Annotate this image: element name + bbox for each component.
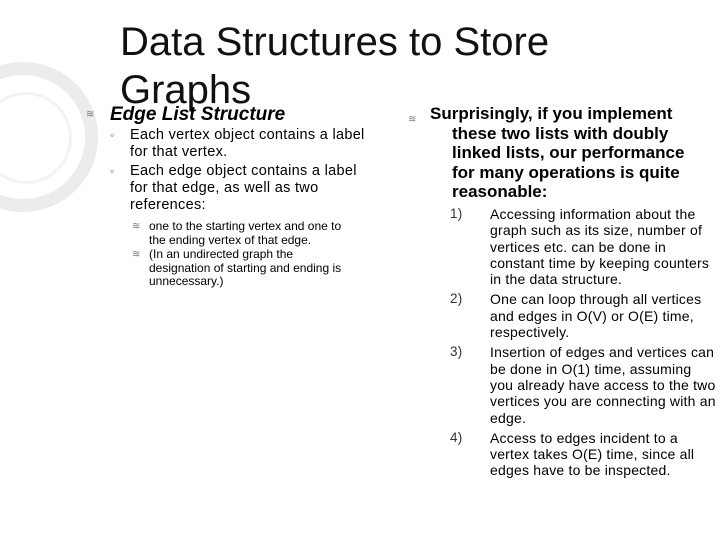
left-heading	[86, 104, 285, 126]
list-item	[110, 163, 365, 214]
circle-bullet-icon: ◦	[110, 164, 115, 178]
item-text: Insertion of edges and vertices can be done in O(1) time, assuming you already have access to the two vertices you are connecting with an edge.	[490, 344, 716, 426]
wave-bullet-icon: ≋	[86, 109, 95, 120]
item-text: One can loop through all vertices and edges in O(V) or O(E) time, respectively.	[490, 291, 702, 341]
numbered-item	[450, 344, 718, 425]
item-number: 3)	[450, 344, 463, 360]
item-number: 1)	[450, 206, 463, 221]
numbered-item	[450, 291, 718, 340]
left-sub-bullet-list	[132, 220, 352, 290]
sub-bullet-text: one to the starting vertex and one to the ending vertex of that edge.	[149, 219, 342, 247]
list-item	[110, 127, 365, 161]
item-text: Access to edges incident to a vertex takes O(E) time, since all edges have to be inspected.	[490, 429, 695, 479]
list-item	[132, 220, 352, 247]
item-number: 4)	[450, 429, 463, 445]
list-item	[132, 248, 352, 289]
bullet-text: Each edge object contains a label for that edge, as well as two references:	[130, 163, 357, 213]
numbered-item	[450, 206, 718, 287]
left-bullet-list	[110, 127, 365, 216]
numbered-item	[450, 430, 718, 479]
right-heading-line: linked lists, our performance	[452, 143, 685, 162]
bullet-text: Each vertex object contains a label for that vertex.	[130, 127, 365, 160]
wave-bullet-icon: ≋	[132, 221, 141, 232]
right-heading	[408, 104, 708, 202]
right-heading-line: Surprisingly, if you implement	[430, 104, 673, 123]
right-heading-line: for many operations is quite	[452, 162, 680, 182]
circle-bullet-icon: ◦	[110, 128, 115, 142]
slide-title: Data Structures to Store Graphs	[120, 20, 550, 112]
left-heading-text: Edge List Structure	[110, 104, 286, 125]
sub-bullet-text: (In an undirected graph the designation of starting and ending is unnecessary.)	[149, 247, 342, 288]
right-heading-line: these two lists with doubly	[452, 123, 669, 143]
right-heading-line: reasonable:	[452, 182, 548, 201]
wave-bullet-icon: ≋	[132, 249, 141, 260]
wave-bullet-icon: ≋	[408, 114, 417, 125]
numbered-list	[450, 206, 718, 483]
item-number: 2)	[450, 291, 463, 307]
item-text: Accessing information about the graph such as its size, number of vertices etc. can be done in constant time by keeping counters in the data structure.	[490, 206, 710, 288]
